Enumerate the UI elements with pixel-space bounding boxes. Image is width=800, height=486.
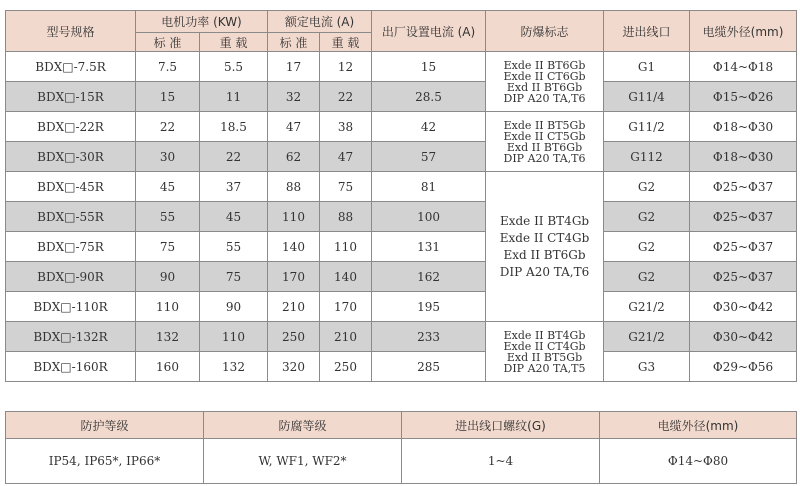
cable-cell: Φ18~Φ30: [690, 142, 797, 172]
cable-cell: Φ29~Φ56: [690, 352, 797, 382]
header-factory: 出厂设置电流 (A): [372, 11, 486, 52]
power-std-cell: 75: [136, 232, 200, 262]
mark-line: DIP A20 TA,T6: [499, 264, 590, 279]
explosion-mark-cell: [486, 172, 604, 322]
table-row: [6, 202, 797, 232]
power-heavy-cell: 11: [200, 82, 268, 112]
header-power-std: 标 准: [136, 33, 200, 52]
cable-cell: Φ14~Φ18: [690, 52, 797, 82]
mark-line: Exde II CT6Gb: [503, 69, 586, 83]
table-row: [6, 142, 797, 172]
table-row: [6, 352, 797, 382]
table-row: [6, 172, 797, 202]
current-std-cell: 140: [268, 232, 320, 262]
current-heavy-cell: 110: [320, 232, 372, 262]
inlet-cell: G112: [604, 142, 690, 172]
factory-cell: 195: [372, 292, 486, 322]
power-heavy-cell: 55: [200, 232, 268, 262]
model-cell: BDX□-45R: [6, 172, 136, 202]
mark-line: Exde II CT4Gb: [503, 339, 586, 353]
mark-line: Exde II BT6Gb: [503, 58, 586, 72]
explosion-mark-cell: [486, 52, 604, 112]
power-heavy-cell: 132: [200, 352, 268, 382]
current-std-cell: 250: [268, 322, 320, 352]
inlet-cell: G11/2: [604, 112, 690, 142]
factory-cell: 42: [372, 112, 486, 142]
table-row: [6, 82, 797, 112]
table-row: [6, 232, 797, 262]
inlet-cell: G3: [604, 352, 690, 382]
header-inlet: 进出线口: [604, 11, 690, 52]
model-cell: BDX□-132R: [6, 322, 136, 352]
header-current: 额定电流 (A): [268, 11, 372, 33]
thread-value: 1~4: [402, 439, 600, 484]
header-cable: 电缆外径(mm): [690, 11, 797, 52]
table-row: [6, 52, 797, 82]
power-heavy-cell: 37: [200, 172, 268, 202]
header-explosion: 防爆标志: [486, 11, 604, 52]
current-heavy-cell: 12: [320, 52, 372, 82]
model-cell: BDX□-55R: [6, 202, 136, 232]
table-row: [6, 262, 797, 292]
current-std-cell: 88: [268, 172, 320, 202]
current-std-cell: 32: [268, 82, 320, 112]
mark-line: Exde II CT5Gb: [503, 129, 586, 143]
spec-table: [5, 10, 797, 382]
mark-line: Exde II CT4Gb: [499, 230, 590, 245]
power-std-cell: 15: [136, 82, 200, 112]
mark-line: Exd II BT6Gb: [503, 247, 586, 262]
power-heavy-cell: 18.5: [200, 112, 268, 142]
protection-table: [5, 411, 797, 484]
power-std-cell: 132: [136, 322, 200, 352]
header-thread: 进出线口螺纹(G): [402, 412, 600, 439]
inlet-cell: G21/2: [604, 292, 690, 322]
power-heavy-cell: 22: [200, 142, 268, 172]
model-cell: BDX□-15R: [6, 82, 136, 112]
model-cell: BDX□-22R: [6, 112, 136, 142]
power-heavy-cell: 110: [200, 322, 268, 352]
current-heavy-cell: 88: [320, 202, 372, 232]
power-std-cell: 90: [136, 262, 200, 292]
inlet-cell: G11/4: [604, 82, 690, 112]
model-cell: BDX□-30R: [6, 142, 136, 172]
mark-line: Exd II BT6Gb: [506, 140, 583, 154]
current-std-cell: 320: [268, 352, 320, 382]
header-model: 型号规格: [6, 11, 136, 52]
protection-grade-value: IP54, IP65*, IP66*: [6, 439, 204, 484]
header-protection-grade: 防护等级: [6, 412, 204, 439]
model-cell: BDX□-7.5R: [6, 52, 136, 82]
mark-line: DIP A20 TA,T5: [503, 361, 586, 375]
current-heavy-cell: 47: [320, 142, 372, 172]
mark-line: Exde II BT4Gb: [499, 213, 590, 228]
cable-cell: Φ25~Φ37: [690, 232, 797, 262]
model-cell: BDX□-75R: [6, 232, 136, 262]
current-std-cell: 62: [268, 142, 320, 172]
mark-line: Exd II BT6Gb: [506, 80, 583, 94]
cable-cell: Φ25~Φ37: [690, 172, 797, 202]
current-heavy-cell: 75: [320, 172, 372, 202]
anticorrosion-grade-value: W, WF1, WF2*: [204, 439, 402, 484]
current-heavy-cell: 250: [320, 352, 372, 382]
cable-cell: Φ15~Φ26: [690, 82, 797, 112]
header-anticorrosion-grade: 防腐等级: [204, 412, 402, 439]
explosion-mark-cell: [486, 112, 604, 172]
power-std-cell: 160: [136, 352, 200, 382]
cable-cell: Φ25~Φ37: [690, 262, 797, 292]
model-cell: BDX□-110R: [6, 292, 136, 322]
current-heavy-cell: 140: [320, 262, 372, 292]
current-heavy-cell: 38: [320, 112, 372, 142]
inlet-cell: G1: [604, 52, 690, 82]
inlet-cell: G2: [604, 262, 690, 292]
factory-cell: 28.5: [372, 82, 486, 112]
model-cell: BDX□-90R: [6, 262, 136, 292]
current-std-cell: 110: [268, 202, 320, 232]
factory-cell: 15: [372, 52, 486, 82]
cable-cell: Φ25~Φ37: [690, 202, 797, 232]
explosion-mark-cell: [486, 322, 604, 382]
current-std-cell: 170: [268, 262, 320, 292]
mark-line: Exde II BT4Gb: [503, 328, 586, 342]
factory-cell: 81: [372, 172, 486, 202]
factory-cell: 285: [372, 352, 486, 382]
inlet-cell: G2: [604, 202, 690, 232]
header-cable-diameter: 电缆外径(mm): [600, 412, 797, 439]
power-heavy-cell: 75: [200, 262, 268, 292]
factory-cell: 100: [372, 202, 486, 232]
current-std-cell: 17: [268, 52, 320, 82]
current-heavy-cell: 170: [320, 292, 372, 322]
factory-cell: 162: [372, 262, 486, 292]
mark-line: Exd II BT5Gb: [506, 350, 583, 364]
power-std-cell: 7.5: [136, 52, 200, 82]
table-row: [6, 322, 797, 352]
header-power-heavy: 重 载: [200, 33, 268, 52]
mark-line: Exde II BT5Gb: [503, 118, 586, 132]
inlet-cell: G21/2: [604, 322, 690, 352]
power-std-cell: 55: [136, 202, 200, 232]
power-std-cell: 110: [136, 292, 200, 322]
current-heavy-cell: 210: [320, 322, 372, 352]
inlet-cell: G2: [604, 172, 690, 202]
power-heavy-cell: 5.5: [200, 52, 268, 82]
power-heavy-cell: 45: [200, 202, 268, 232]
current-std-cell: 210: [268, 292, 320, 322]
header-current-std: 标 准: [268, 33, 320, 52]
cable-cell: Φ30~Φ42: [690, 292, 797, 322]
cable-diameter-value: Φ14~Φ80: [600, 439, 797, 484]
current-std-cell: 47: [268, 112, 320, 142]
factory-cell: 57: [372, 142, 486, 172]
header-power: 电机功率 (KW): [136, 11, 268, 33]
mark-line: DIP A20 TA,T6: [503, 91, 586, 105]
power-std-cell: 30: [136, 142, 200, 172]
table-row: [6, 292, 797, 322]
current-heavy-cell: 22: [320, 82, 372, 112]
inlet-cell: G2: [604, 232, 690, 262]
cable-cell: Φ30~Φ42: [690, 322, 797, 352]
factory-cell: 233: [372, 322, 486, 352]
power-std-cell: 22: [136, 112, 200, 142]
cable-cell: Φ18~Φ30: [690, 112, 797, 142]
mark-line: DIP A20 TA,T6: [503, 151, 586, 165]
power-heavy-cell: 90: [200, 292, 268, 322]
factory-cell: 131: [372, 232, 486, 262]
model-cell: BDX□-160R: [6, 352, 136, 382]
table-row: [6, 112, 797, 142]
power-std-cell: 45: [136, 172, 200, 202]
header-current-heavy: 重 载: [320, 33, 372, 52]
